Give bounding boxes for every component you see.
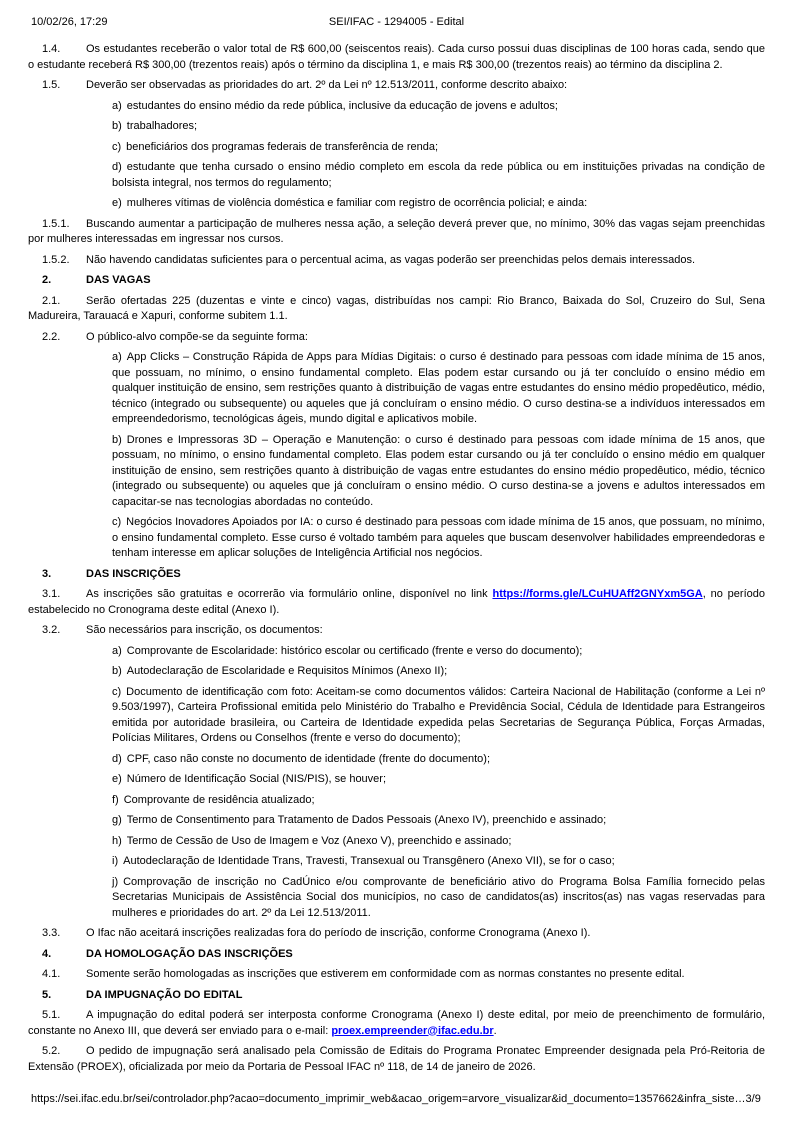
text-segment: O pedido de impugnação será analisado pela Comissão de Editais do Programa Pronatec Empreender designada pela Pró-Reitoria de Extensão (PROEX), oficializada por meio da Portaria de Pessoal IFAC nº 118, de 14 de janeiro de 2026. <box>28 1045 765 1073</box>
text-segment: Deverão ser observadas as prioridades do art. 2º da Lei nº 12.513/2011, conforme descrito abaixo: <box>86 79 568 91</box>
item-letter: j) <box>112 875 119 888</box>
numbered-item <box>28 967 765 983</box>
item-letter: i) <box>112 855 119 867</box>
numbered-item <box>28 294 765 325</box>
text-segment: O público-alvo compõe-se da seguinte forma: <box>86 330 308 343</box>
text-segment: DA HOMOLOGAÇÃO DAS INSCRIÇÕES <box>86 947 293 960</box>
text-segment: São necessários para inscrição, os documentos: <box>86 624 323 636</box>
text-segment: Negócios Inovadores Apoiados por IA: o curso é destinado para pessoas com idade mínima de 15 anos, que possuam, no mínimo, o ensino fundamental completo. Esse curso é voltado também para aqueles que buscam desenvolver habilidades empreendedoras e tenham interesse em aplicar soluções de Inteligência Artificial nos negócios. <box>112 516 765 559</box>
item-number: 3.1. <box>42 588 61 600</box>
item-letter: f) <box>112 793 119 806</box>
item-letter: c) <box>112 685 122 698</box>
item-letter: e) <box>112 773 122 785</box>
item-number: 2.1. <box>42 294 61 307</box>
numbered-item <box>28 217 765 248</box>
print-datetime: 10/02/26, 17:29 <box>31 16 108 28</box>
item-letter: d) <box>112 752 122 765</box>
text-segment: . <box>493 1024 497 1037</box>
text-segment: Buscando aumentar a participação de mulheres nessa ação, a seleção deverá prever que, no mínimo, 30% das vagas sejam preenchidas por mulheres interessadas em ingressar nos cursos. <box>28 217 765 245</box>
lettered-item <box>112 875 765 922</box>
text-segment: Termo de Cessão de Uso de Imagem e Voz (Anexo V), preenchido e assinado; <box>126 834 512 847</box>
section-heading <box>28 988 765 1004</box>
text-segment: As inscrições são gratuitas e ocorrerão via formulário online, disponível no link <box>86 588 493 600</box>
text-segment: O Ifac não aceitará inscrições realizadas fora do período de inscrição, conforme Cronograma (Anexo I). <box>86 927 591 939</box>
text-segment: Autodeclaração de Identidade Trans, Travesti, Transexual ou Transgênero (Anexo VII), se for o caso; <box>123 855 615 867</box>
lettered-item <box>112 644 765 660</box>
text-segment: Comprovante de residência atualizado; <box>123 793 315 806</box>
item-number: 5. <box>42 988 52 1001</box>
item-letter: e) <box>112 197 122 209</box>
lettered-item <box>112 433 765 511</box>
item-number: 1.4. <box>42 43 61 55</box>
text-segment: Não havendo candidatas suficientes para o percentual acima, as vagas poderão ser preenchidas pelos demais interessados. <box>86 253 696 266</box>
text-segment: A impugnação do edital poderá ser interposta conforme Cronograma (Anexo I) deste edital, por meio de preenchimento de formulário, constante no Anexo III, que deverá ser enviado para o e-mail: <box>28 1009 765 1037</box>
text-segment: estudante que tenha cursado o ensino médio completo em escola da rede pública ou em instituições privadas na condição de bolsista integral, nos termos do regulamento; <box>112 161 765 189</box>
section-heading <box>28 947 765 963</box>
document-body <box>28 37 765 1080</box>
lettered-item <box>112 752 765 768</box>
item-number: 3.3. <box>42 927 61 939</box>
text-segment: trabalhadores; <box>126 120 198 132</box>
text-segment: beneficiários dos programas federais de transferência de renda; <box>126 140 439 153</box>
item-number: 3. <box>42 567 52 580</box>
lettered-item <box>112 350 765 428</box>
item-letter: b) <box>112 120 122 132</box>
text-segment: DAS INSCRIÇÕES <box>86 567 181 580</box>
text-segment: DA IMPUGNAÇÃO DO EDITAL <box>86 988 243 1001</box>
numbered-item <box>28 253 765 269</box>
print-header <box>31 15 762 29</box>
print-source-url: https://sei.ifac.edu.br/sei/controlador.php?acao=documento_imprimir_web&acao_origem=arvore_visualizar&id_documento=1357662&infra_siste… <box>31 1093 746 1105</box>
item-letter: h) <box>112 834 122 847</box>
lettered-item <box>112 664 765 680</box>
text-segment: DAS VAGAS <box>86 274 151 286</box>
item-letter: b) <box>112 433 122 446</box>
lettered-item <box>112 854 765 870</box>
numbered-item <box>28 926 765 942</box>
item-letter: a) <box>112 351 122 363</box>
section-heading <box>28 273 765 289</box>
numbered-item <box>28 623 765 639</box>
text-segment: Comprovante de Escolaridade: histórico escolar ou certificado (frente e verso do documento); <box>126 644 583 657</box>
item-letter: c) <box>112 140 122 153</box>
lettered-item <box>112 196 765 212</box>
item-number: 1.5.1. <box>42 217 70 230</box>
numbered-item <box>28 330 765 346</box>
lettered-item <box>112 99 765 115</box>
impugnation-email-link[interactable]: proex.empreender@ifac.edu.br <box>331 1024 494 1037</box>
item-number: 1.5.2. <box>42 253 70 266</box>
item-letter: a) <box>112 644 122 657</box>
numbered-item <box>28 42 765 73</box>
lettered-item <box>112 793 765 809</box>
lettered-item <box>112 515 765 562</box>
numbered-item <box>28 1044 765 1075</box>
section-heading <box>28 567 765 583</box>
text-segment: Termo de Consentimento para Tratamento de Dados Pessoais (Anexo IV), preenchido e assinado; <box>126 814 607 826</box>
lettered-item <box>112 834 765 850</box>
page-indicator: 3/9 <box>745 1093 761 1105</box>
numbered-item <box>28 1008 765 1039</box>
item-number: 5.2. <box>42 1045 61 1057</box>
item-number: 4. <box>42 947 52 960</box>
lettered-item <box>112 813 765 829</box>
item-number: 4.1. <box>42 968 61 980</box>
text-segment: Serão ofertadas 225 (duzentas e vinte e cinco) vagas, distribuídas nos campi: Rio Branco, Baixada do Sol, Cruzeiro do Sul, Sena Madureira, Tarauacá e Xapuri, conforme subitem 1.1. <box>28 294 765 322</box>
print-doc-title: SEI/IFAC - 1294005 - Edital <box>328 16 465 28</box>
item-letter: g) <box>112 814 122 826</box>
lettered-item <box>112 119 765 135</box>
item-number: 3.2. <box>42 624 61 636</box>
item-number: 5.1. <box>42 1009 61 1021</box>
inscription-form-link[interactable]: https://forms.gle/LCuHUAff2GNYxm5GA <box>492 588 703 600</box>
text-segment: CPF, caso não conste no documento de identidade (frente do documento); <box>126 752 491 765</box>
lettered-item <box>112 140 765 156</box>
text-segment: mulheres vítimas de violência doméstica e familiar com registro de ocorrência policial; e ainda: <box>126 197 588 209</box>
text-segment: App Clicks – Construção Rápida de Apps para Mídias Digitais: o curso é destinado para pessoas com idade mínima de 15 anos, que possuam, no mínimo, o ensino fundamental completo. Elas podem estar cursando ou já ter concluído o ensino médio em qualquer instituição de ensino, sem restrições quanto à distribuição de vagas entre estudantes do ensino médio propedêutico, médio, técnico (integrado ou subsequente) ou aqueles que já concluíram o ensino médio. O curso destina-se a indivíduos interessados em empreendedorismo, tecnológicas ágeis, mundo digital e aplicativos mobile. <box>112 351 765 425</box>
print-footer <box>31 1093 761 1106</box>
text-segment: Comprovação de inscrição no CadÚnico e/ou comprovante de beneficiário ativo do Programa Bolsa Família fornecido pelas Secretarias Municipais de Assistência Social dos municípios, no caso de candidatos(as) inscritos(as) nas vagas reservadas para mulheres e prioridades do art. 2º da Lei 12.513/2011. <box>112 875 765 919</box>
item-letter: d) <box>112 161 122 173</box>
numbered-item <box>28 78 765 94</box>
item-number: 2. <box>42 274 52 286</box>
lettered-item <box>112 160 765 191</box>
text-segment: Número de Identificação Social (NIS/PIS), se houver; <box>126 773 387 785</box>
text-segment: Drones e Impressoras 3D – Operação e Manutenção: o curso é destinado para pessoas com idade mínima de 15 anos, que possuam, no mínimo, o ensino fundamental completo. Elas podem estar cursando ou já ter concluído o ensino médio em qualquer instituição de ensino, sem restrições quanto à distribuição de vagas entre estudantes do ensino médio propedêutico, médio, técnico (integrado ou subsequente) ou aqueles que já concluíram o ensino médio. O curso destina-se a jovens e adultos interessados em capacitar-se nas tecnologias abordadas no conteúdo. <box>112 433 765 508</box>
text-segment: Os estudantes receberão o valor total de R$ 600,00 (seiscentos reais). Cada curso possui duas disciplinas de 100 horas cada, sendo que o estudante receberá R$ 300,00 (trezentos reais) após o término da disciplina 1, e mais R$ 300,00 (trezentos reais) ao término da disciplina 2. <box>28 43 765 71</box>
text-segment: Somente serão homologadas as inscrições que estiverem em conformidade com as normas constantes no presente edital. <box>86 968 685 980</box>
text-segment: , no período estabelecido no Cronograma deste edital (Anexo I). <box>28 588 765 616</box>
numbered-item <box>28 587 765 618</box>
item-number: 2.2. <box>42 330 61 343</box>
item-number: 1.5. <box>42 79 61 91</box>
item-letter: c) <box>112 516 122 528</box>
item-letter: a) <box>112 99 122 112</box>
item-letter: b) <box>112 665 122 677</box>
lettered-item <box>112 772 765 788</box>
lettered-item <box>112 685 765 747</box>
text-segment: Documento de identificação com foto: Aceitam-se como documentos válidos: Carteira Nacional de Habilitação (conforme a Lei nº 9.503/1997), Carteira Profissional emitida pelo Ministério do Trabalho e Previdência Social, Cédula de Identidade para Estrangeiros emitida por autoridade brasileira, ou Carteira de Identidade expedida pelas Secretarias de Segurança Pública, Forças Armadas, Polícias Militares, Ordens ou Conselhos (frente e verso do documento); <box>112 685 765 744</box>
text-segment: estudantes do ensino médio da rede pública, inclusive da educação de jovens e adultos; <box>126 99 558 112</box>
text-segment: Autodeclaração de Escolaridade e Requisitos Mínimos (Anexo II); <box>126 665 448 677</box>
